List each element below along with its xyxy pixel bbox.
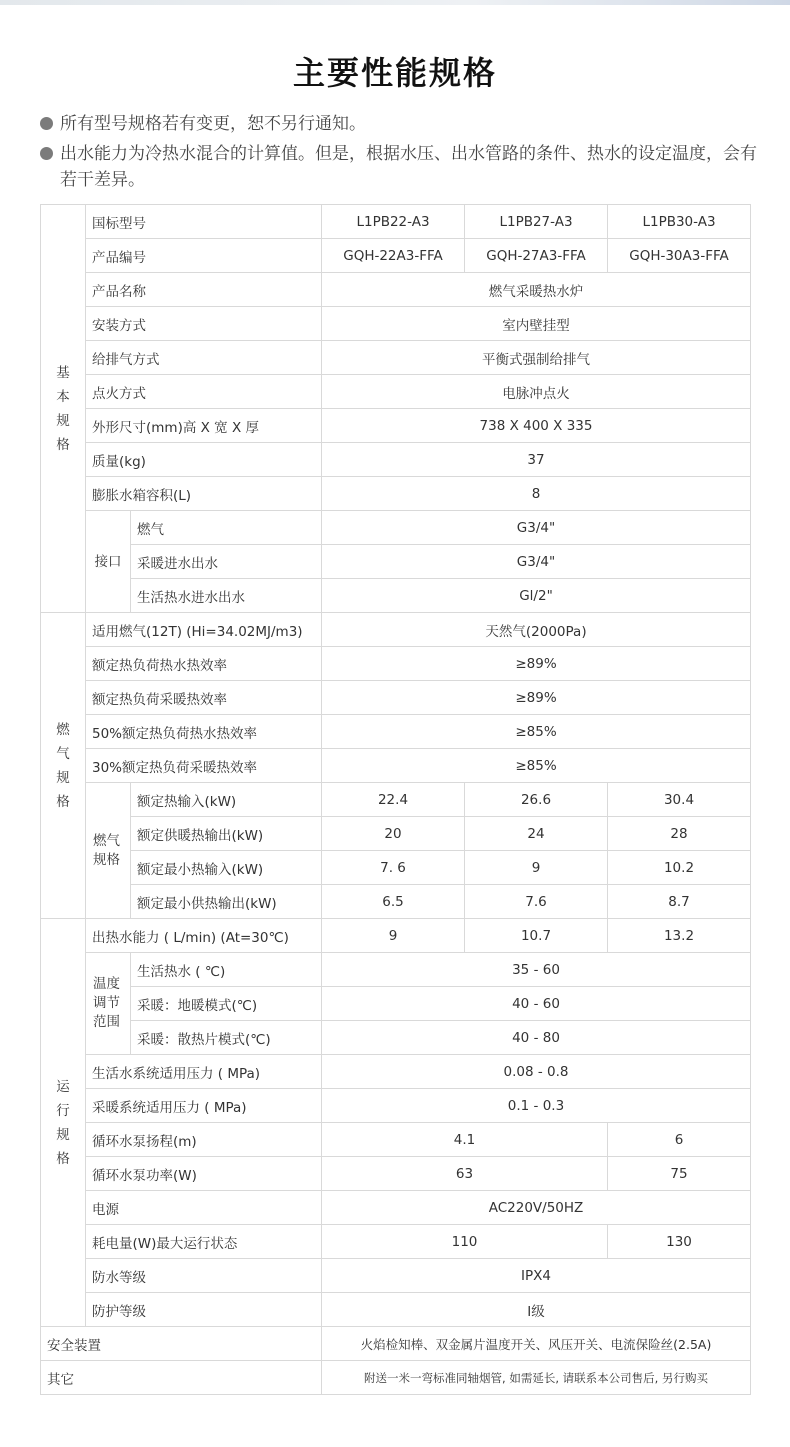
cell-value: 7.6 (465, 885, 608, 919)
table-row (41, 987, 751, 1021)
row-label: 给排气方式 (86, 341, 322, 375)
cell-value: 13.2 (608, 919, 751, 953)
cell-value: L1PB22-A3 (322, 205, 465, 239)
table-row (41, 375, 751, 409)
row-label: 出热水能力 ( L/min) (At=30℃) (86, 919, 322, 953)
cell-value: 20 (322, 817, 465, 851)
cell-value: L1PB27-A3 (465, 205, 608, 239)
table-row (41, 749, 751, 783)
cell-value: Gl/2" (322, 579, 751, 613)
table-row (41, 511, 751, 545)
cell-value: 6.5 (322, 885, 465, 919)
table-row (41, 273, 751, 307)
table-row (41, 647, 751, 681)
cell-value: 火焰检知棒、双金属片温度开关、风压开关、电流保险丝(2.5A) (322, 1327, 751, 1361)
row-label: 生活热水进水出水 (131, 579, 322, 613)
row-label: 生活热水 ( ℃) (131, 953, 322, 987)
cell-value: 37 (322, 443, 751, 477)
cell-value: 4.1 (322, 1123, 608, 1157)
group-temp-range: 温度调节范围 (86, 953, 131, 1055)
cell-value: 75 (608, 1157, 751, 1191)
row-label: 循环水泵功率(W) (86, 1157, 322, 1191)
row-label: 采暖：地暖模式(℃) (131, 987, 322, 1021)
cell-value: 738 X 400 X 335 (322, 409, 751, 443)
cell-value: G3/4" (322, 545, 751, 579)
table-row (41, 409, 751, 443)
table-row (41, 477, 751, 511)
row-label: 国标型号 (86, 205, 322, 239)
cell-value: 63 (322, 1157, 608, 1191)
page-title: 主要性能规格 (292, 54, 497, 92)
cell-value: 天然气(2000Pa) (322, 613, 751, 647)
cell-value: 7. 6 (322, 851, 465, 885)
table-row (41, 341, 751, 375)
row-label: 采暖进水出水 (131, 545, 322, 579)
row-label: 膨胀水箱容积(L) (86, 477, 322, 511)
row-label: 50%额定热负荷热水热效率 (86, 715, 322, 749)
cell-value: 平衡式强制给排气 (322, 341, 751, 375)
cell-value: L1PB30-A3 (608, 205, 751, 239)
cell-value: IPX4 (322, 1259, 751, 1293)
table-row (41, 1089, 751, 1123)
cell-value: 10.7 (465, 919, 608, 953)
cell-value: I级 (322, 1293, 751, 1327)
cell-value: 130 (608, 1225, 751, 1259)
row-label: 质量(kg) (86, 443, 322, 477)
row-label: 采暖系统适用压力 ( MPa) (86, 1089, 322, 1123)
table-row (41, 545, 751, 579)
table-row (41, 1157, 751, 1191)
cell-value: 9 (322, 919, 465, 953)
table-row (41, 715, 751, 749)
note-text: 出水能力为冷热水混合的计算值。但是，根据水压、出水管路的条件、热水的设定温度，会有若干差异。 (60, 144, 757, 190)
row-label: 点火方式 (86, 375, 322, 409)
table-row (41, 681, 751, 715)
cell-value: GQH-27A3-FFA (465, 239, 608, 273)
cell-value: 室内壁挂型 (322, 307, 751, 341)
cell-value: 22.4 (322, 783, 465, 817)
table-row (41, 919, 751, 953)
table-row (41, 579, 751, 613)
table-row (41, 851, 751, 885)
row-label: 防护等级 (86, 1293, 322, 1327)
table-row (41, 817, 751, 851)
cell-value: 0.1 - 0.3 (322, 1089, 751, 1123)
row-label: 燃气 (131, 511, 322, 545)
cell-value: 26.6 (465, 783, 608, 817)
table-row (41, 205, 751, 239)
cell-value: 燃气采暖热水炉 (322, 273, 751, 307)
row-label: 额定热负荷热水热效率 (86, 647, 322, 681)
cell-value: 40 - 80 (322, 1021, 751, 1055)
note-item (40, 141, 760, 193)
row-label: 额定供暖热输出(kW) (131, 817, 322, 851)
bullet-dot-icon (40, 147, 53, 160)
row-label: 其它 (41, 1361, 322, 1395)
cell-value: 8.7 (608, 885, 751, 919)
cell-value: ≥85% (322, 715, 751, 749)
cell-value: G3/4" (322, 511, 751, 545)
table-row (41, 307, 751, 341)
cell-value: 10.2 (608, 851, 751, 885)
table-row (41, 1055, 751, 1089)
cell-value: 24 (465, 817, 608, 851)
row-label: 30%额定热负荷采暖热效率 (86, 749, 322, 783)
row-label: 循环水泵扬程(m) (86, 1123, 322, 1157)
table-row (41, 1123, 751, 1157)
row-label: 额定热输入(kW) (131, 783, 322, 817)
row-label: 适用燃气(12T) (Hi=34.02MJ/m3) (86, 613, 322, 647)
note-text: 所有型号规格若有变更，恕不另行通知。 (60, 114, 366, 134)
row-label: 产品编号 (86, 239, 322, 273)
cell-value: 40 - 60 (322, 987, 751, 1021)
table-row (41, 1259, 751, 1293)
table-row (41, 1293, 751, 1327)
cell-value: 8 (322, 477, 751, 511)
bullet-dot-icon (40, 117, 53, 130)
top-banner-strip (0, 0, 790, 5)
row-label: 额定最小热输入(kW) (131, 851, 322, 885)
group-basic-spec: 基本规格 (41, 205, 86, 613)
table-row (41, 613, 751, 647)
table-row (41, 239, 751, 273)
cell-value: 28 (608, 817, 751, 851)
cell-value: 9 (465, 851, 608, 885)
cell-value: 6 (608, 1123, 751, 1157)
row-label: 生活水系统适用压力 ( MPa) (86, 1055, 322, 1089)
row-label: 采暖：散热片模式(℃) (131, 1021, 322, 1055)
note-item (40, 111, 760, 137)
table-row (41, 443, 751, 477)
group-operation-spec: 运行规格 (41, 919, 86, 1327)
row-label: 安装方式 (86, 307, 322, 341)
table-row (41, 953, 751, 987)
cell-value: 35 - 60 (322, 953, 751, 987)
row-label: 额定最小供热输出(kW) (131, 885, 322, 919)
cell-value: ≥89% (322, 647, 751, 681)
cell-value: GQH-30A3-FFA (608, 239, 751, 273)
table-row (41, 783, 751, 817)
cell-value: GQH-22A3-FFA (322, 239, 465, 273)
row-label: 防水等级 (86, 1259, 322, 1293)
row-label: 电源 (86, 1191, 322, 1225)
spec-table (40, 204, 751, 1395)
table-row (41, 885, 751, 919)
row-label: 额定热负荷采暖热效率 (86, 681, 322, 715)
table-row (41, 1191, 751, 1225)
row-label: 安全装置 (41, 1327, 322, 1361)
cell-value: AC220V/50HZ (322, 1191, 751, 1225)
row-label: 耗电量(W)最大运行状态 (86, 1225, 322, 1259)
cell-value: 附送一米一弯标准同轴烟管, 如需延长, 请联系本公司售后, 另行购买 (322, 1361, 751, 1395)
group-interface: 接口 (86, 511, 131, 613)
row-label: 产品名称 (86, 273, 322, 307)
cell-value: 电脉冲点火 (322, 375, 751, 409)
table-row (41, 1327, 751, 1361)
group-gas-spec: 燃气规格 (41, 613, 86, 919)
cell-value: 110 (322, 1225, 608, 1259)
table-row (41, 1225, 751, 1259)
cell-value: ≥89% (322, 681, 751, 715)
row-label: 外形尺寸(mm)高 X 宽 X 厚 (86, 409, 322, 443)
table-row (41, 1361, 751, 1395)
cell-value: 30.4 (608, 783, 751, 817)
cell-value: ≥85% (322, 749, 751, 783)
cell-value: 0.08 - 0.8 (322, 1055, 751, 1089)
group-gas-sub: 燃气规格 (86, 783, 131, 919)
table-row (41, 1021, 751, 1055)
